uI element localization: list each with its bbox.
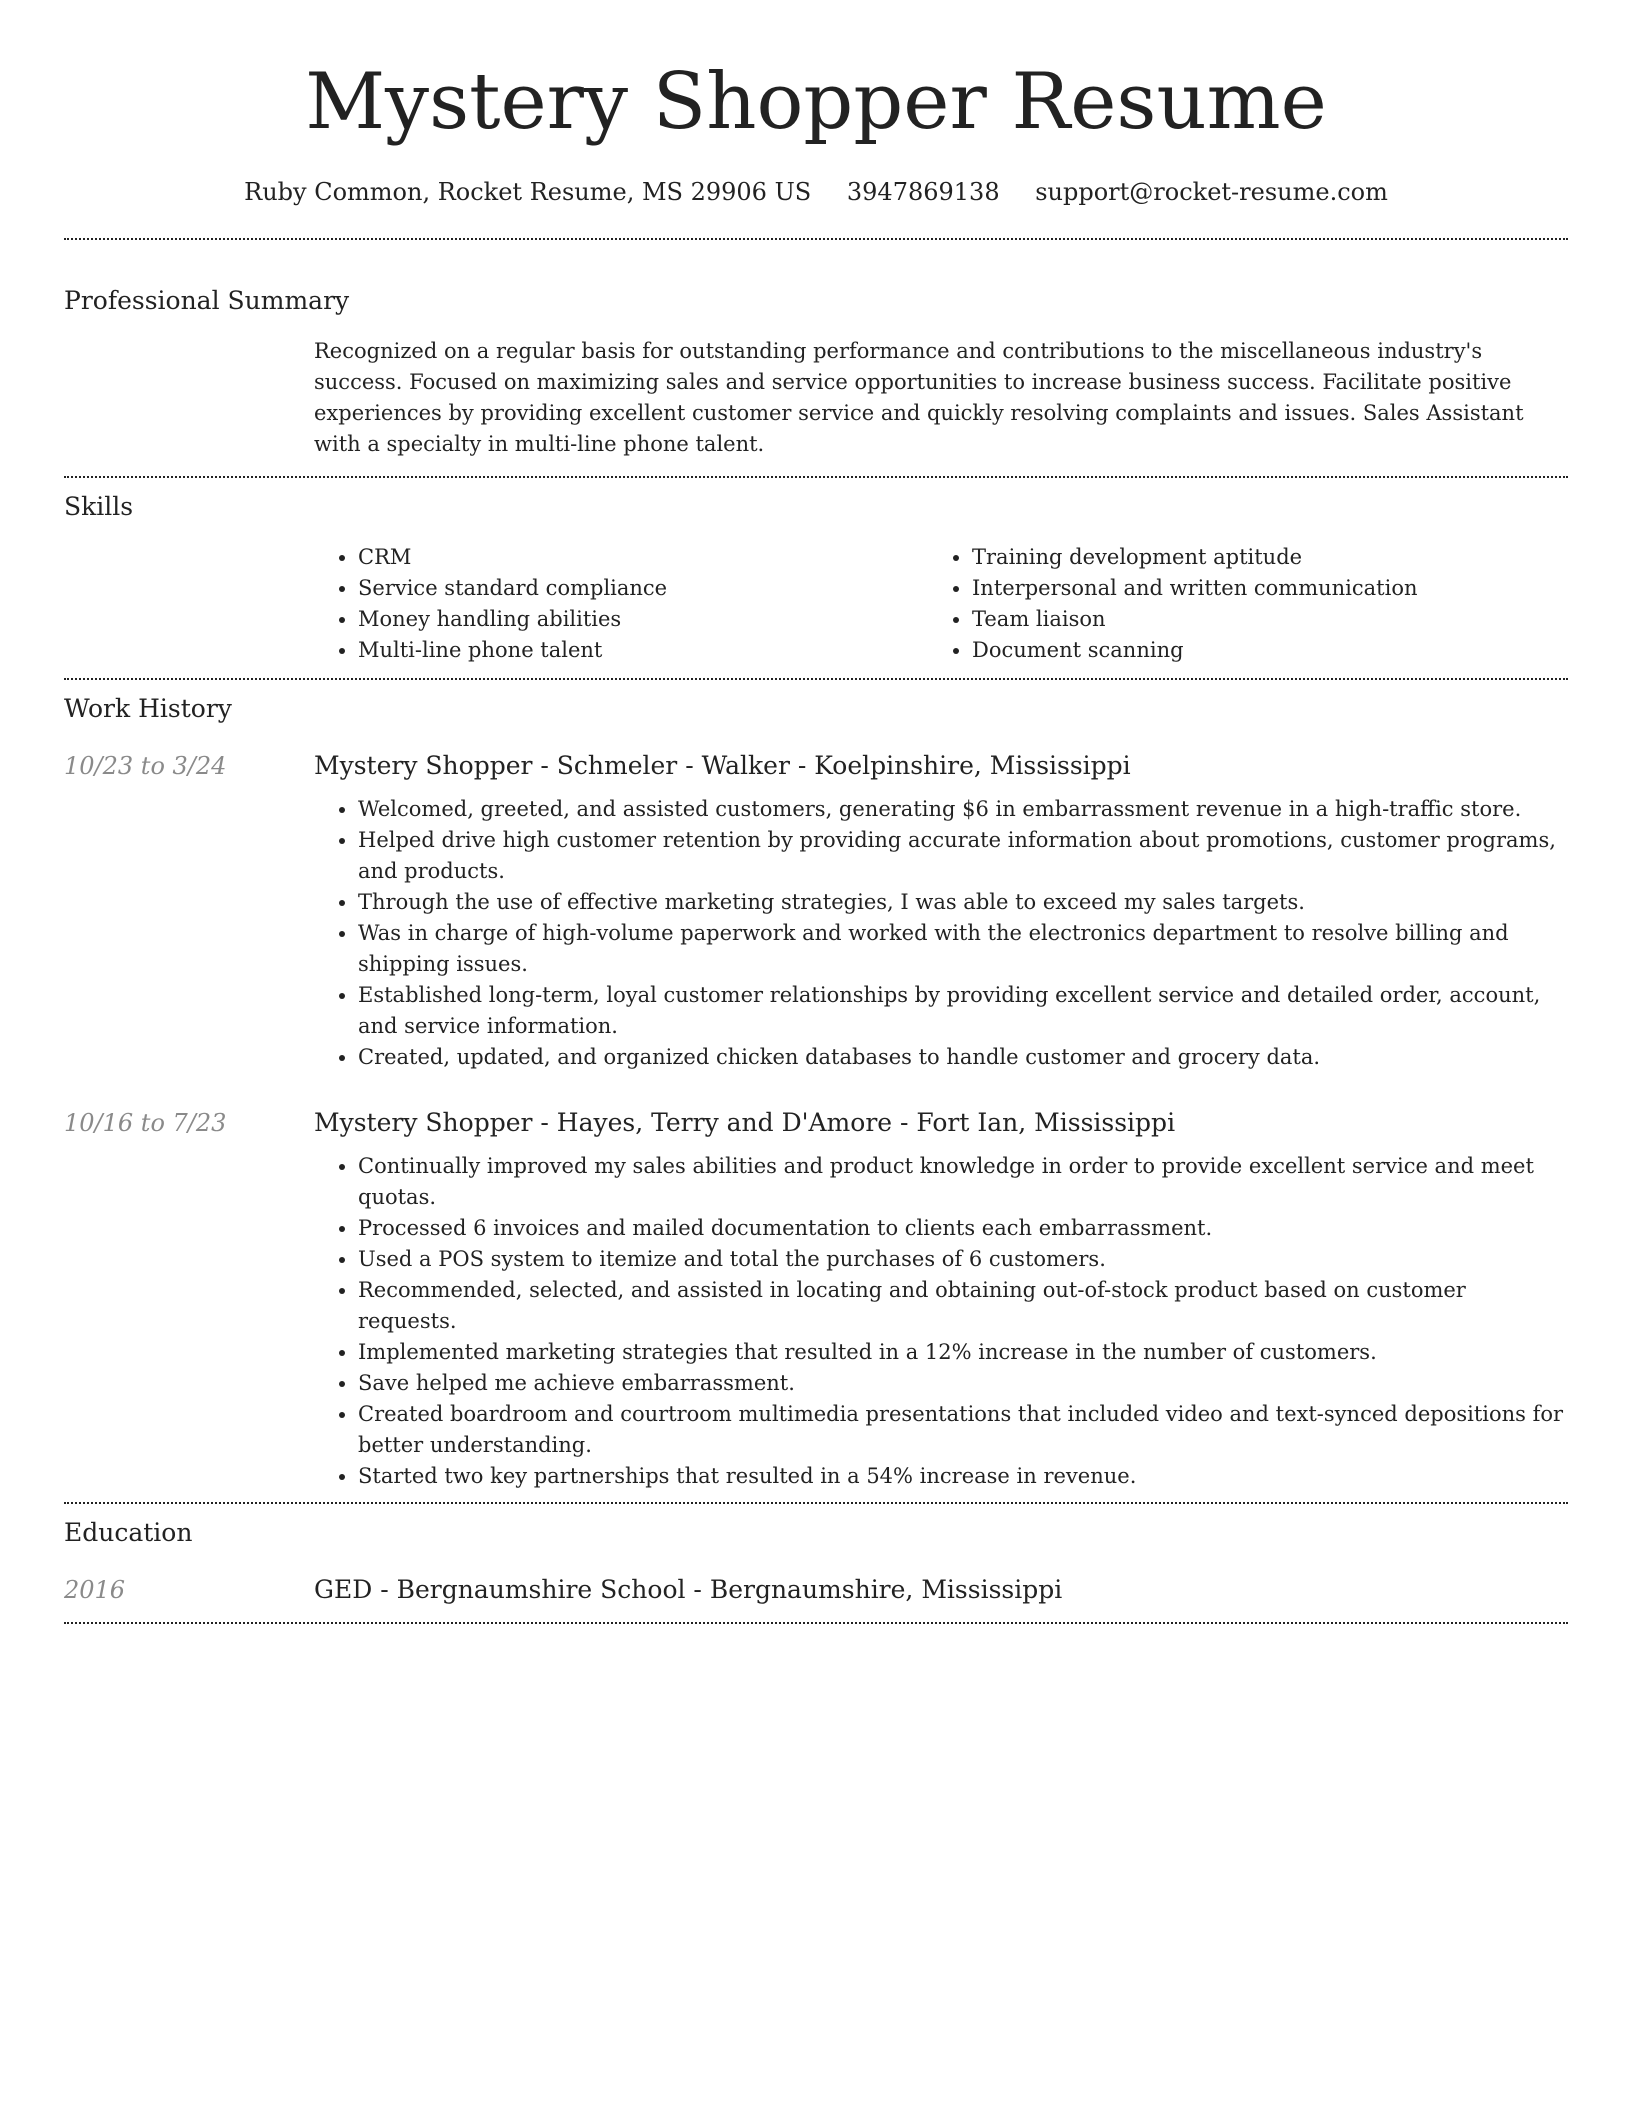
- job-bullet: • Save helped me achieve embarrassment.: [358, 1368, 1568, 1399]
- job-entry: [64, 726, 1568, 1073]
- job-bullet: • Started two key partnerships that resulted in a 54% increase in revenue.: [358, 1461, 1568, 1492]
- section-title-skills: Skills: [64, 492, 134, 521]
- job-content: [314, 748, 1568, 1073]
- section-title-work: Work History: [64, 694, 232, 723]
- skill-item: • Team liaison: [972, 604, 1542, 635]
- skill-item: • Document scanning: [972, 635, 1542, 666]
- job-bullet: • Welcomed, greeted, and assisted customers, generating $6 in embarrassment revenue in a high-traffic store.: [358, 794, 1568, 825]
- job-heading: Mystery Shopper - Schmeler - Walker - Koelpinshire, Mississippi: [314, 751, 1131, 780]
- section-divider: [64, 1622, 1568, 1624]
- job-bullet: • Helped drive high customer retention by providing accurate information about promotions, customer programs, and products.: [358, 825, 1568, 887]
- education-entry: [64, 1550, 1568, 1622]
- education-date: 2016: [64, 1576, 126, 1604]
- skills-section: [64, 478, 1568, 678]
- job-heading: Mystery Shopper - Hayes, Terry and D'Amore - Fort Ian, Mississippi: [314, 1108, 1176, 1137]
- work-history-section: [64, 680, 1568, 1502]
- job-bullet: • Processed 6 invoices and mailed documentation to clients each embarrassment.: [358, 1213, 1568, 1244]
- job-content: [314, 1105, 1568, 1492]
- skill-item: • CRM: [358, 542, 928, 573]
- professional-summary-section: [64, 240, 1568, 476]
- skill-item: • Interpersonal and written communication: [972, 573, 1542, 604]
- job-bullet: • Recommended, selected, and assisted in locating and obtaining out-of-stock product based on customer requests.: [358, 1275, 1568, 1337]
- skill-item: • Money handling abilities: [358, 604, 928, 635]
- skills-grid: [314, 524, 1568, 678]
- job-bullet: • Established long-term, loyal customer relationships by providing excellent service and detailed order, account, and service information.: [358, 980, 1568, 1042]
- skills-column-right: [928, 542, 1542, 666]
- job-date: 10/23 to 3/24: [64, 752, 227, 780]
- contact-email: support@rocket-resume.com: [1035, 178, 1388, 206]
- contact-line: [64, 172, 1568, 212]
- job-bullet: • Continually improved my sales abilities and product knowledge in order to provide excellent service and meet quotas.: [358, 1151, 1568, 1213]
- contact-address: Ruby Common, Rocket Resume, MS 29906 US: [244, 178, 812, 206]
- skills-column-left: [314, 542, 928, 666]
- spacer: [64, 1492, 1568, 1502]
- education-section: [64, 1504, 1568, 1622]
- job-bullet: • Created, updated, and organized chicken databases to handle customer and grocery data.: [358, 1042, 1568, 1073]
- education-heading: GED - Bergnaumshire School - Bergnaumshire, Mississippi: [314, 1575, 1063, 1604]
- resume-title: Mystery Shopper Resume: [305, 57, 1327, 147]
- job-bullet: • Through the use of effective marketing strategies, I was able to exceed my sales targets.: [358, 887, 1568, 918]
- section-title-education: Education: [64, 1518, 193, 1547]
- section-title-summary: Professional Summary: [64, 286, 350, 315]
- job-bullet: • Implemented marketing strategies that resulted in a 12% increase in the number of customers.: [358, 1337, 1568, 1368]
- skill-item: • Training development aptitude: [972, 542, 1542, 573]
- job-entry: [64, 1073, 1568, 1492]
- contact-phone: 3947869138: [846, 178, 1000, 206]
- job-bullet: • Was in charge of high-volume paperwork and worked with the electronics department to resolve billing and shipping issues.: [358, 918, 1568, 980]
- summary-text: Recognized on a regular basis for outstanding performance and contributions to the miscellaneous industry's success. Focused on maximizing sales and service opportunities to increase business success. Facilitate positive experiences by providing excellent customer service and quickly resolving complaints and issues. Sales Assistant with a specialty in multi-line phone talent.: [314, 339, 1524, 456]
- job-date: 10/16 to 7/23: [64, 1109, 227, 1137]
- skill-item: • Multi-line phone talent: [358, 635, 928, 666]
- skill-item: • Service standard compliance: [358, 573, 928, 604]
- job-bullet: • Created boardroom and courtroom multimedia presentations that included video and text-synced depositions for better understanding.: [358, 1399, 1568, 1461]
- job-bullets: [314, 794, 1568, 1073]
- job-bullet: • Used a POS system to itemize and total the purchases of 6 customers.: [358, 1244, 1568, 1275]
- job-bullets: [314, 1151, 1568, 1492]
